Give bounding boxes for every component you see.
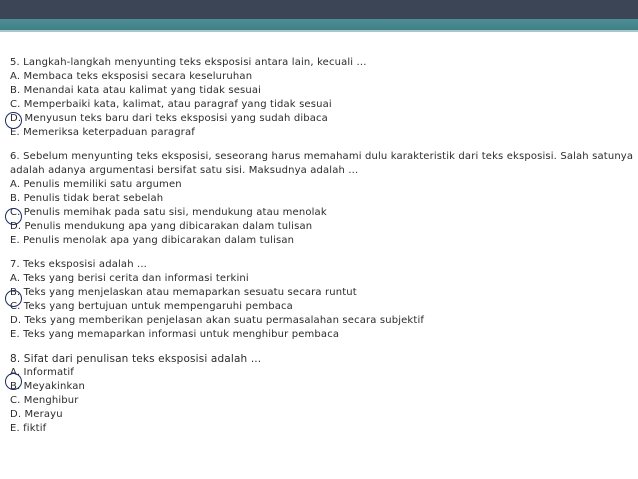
answer-circle-q8 (5, 373, 22, 390)
slide-accent-band (0, 19, 638, 30)
question-6-option-e: E. Penulis menolak apa yang dibicarakan dalam tulisan (10, 235, 295, 246)
question-6-option-a: A. Penulis memiliki satu argumen (10, 179, 182, 190)
question-6 (10, 150, 635, 248)
question-8-prompt: 8. Sifat dari penulisan teks eksposisi adalah ... (10, 353, 262, 365)
question-7-option-e: E. Teks yang memaparkan informasi untuk menghibur pembaca (10, 329, 340, 340)
slide-divider-line (0, 30, 638, 32)
answer-circle-q6 (5, 208, 22, 225)
question-6-option-d: D. Penulis mendukung apa yang dibicarakan dalam tulisan (10, 221, 313, 232)
question-8-option-a: A. Informatif (10, 367, 74, 378)
question-5-option-d: D. Menyusun teks baru dari teks eksposisi yang sudah dibaca (10, 113, 328, 124)
answer-circle-q5 (5, 112, 22, 129)
question-5-option-e: E. Memeriksa keterpaduan paragraf (10, 127, 195, 138)
question-7-option-c: C. Teks yang bertujuan untuk mempengaruhi pembaca (10, 301, 293, 312)
question-5-option-a: A. Membaca teks eksposisi secara keseluruhan (10, 71, 253, 82)
question-7 (10, 258, 635, 342)
question-7-option-a: A. Teks yang berisi cerita dan informasi terkini (10, 273, 249, 284)
answer-circle-q7 (5, 290, 22, 307)
question-6-prompt-line-1: 6. Sebelum menyunting teks eksposisi, seseorang harus memahami dulu karakteristik dari teks eksposisi. Salah satunya (10, 151, 634, 162)
question-7-option-d: D. Teks yang memberikan penjelasan akan suatu permasalahan secara subjektif (10, 315, 425, 326)
question-8 (10, 352, 635, 436)
question-8-option-b: B. Meyakinkan (10, 381, 85, 392)
question-5-prompt: 5. Langkah-langkah menyunting teks eksposisi antara lain, kecuali ... (10, 57, 367, 68)
question-8-option-e: E. fiktif (10, 423, 47, 434)
question-8-option-c: C. Menghibur (10, 395, 79, 406)
question-6-prompt-line-2: adalah adanya argumentasi bersifat satu sisi. Maksudnya adalah ... (10, 165, 359, 176)
quiz-content (10, 56, 635, 446)
question-5-option-c: C. Memperbaiki kata, kalimat, atau paragraf yang tidak sesuai (10, 99, 332, 110)
question-6-option-c: C. Penulis memihak pada satu sisi, mendukung atau menolak (10, 207, 327, 218)
slide-header-bar (0, 0, 638, 19)
question-5-option-b: B. Menandai kata atau kalimat yang tidak sesuai (10, 85, 262, 96)
question-8-option-d: D. Merayu (10, 409, 63, 420)
question-7-prompt: 7. Teks eksposisi adalah ... (10, 259, 147, 270)
question-7-option-b: B. Teks yang menjelaskan atau memaparkan sesuatu secara runtut (10, 287, 357, 298)
question-6-option-b: B. Penulis tidak berat sebelah (10, 193, 164, 204)
question-5 (10, 56, 635, 140)
